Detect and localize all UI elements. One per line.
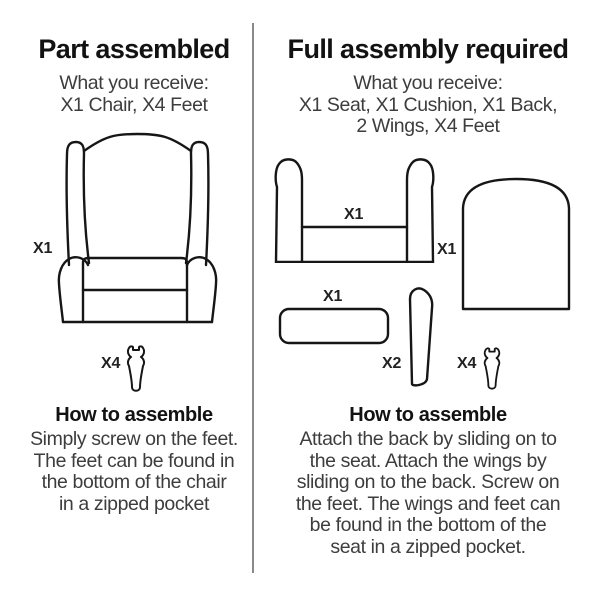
instruction-line: in a zipped pocket: [59, 492, 209, 515]
instruction-line: the bottom of the chair: [41, 471, 227, 494]
foot-icon: [482, 344, 502, 392]
instruction-line: Simply screw on the feet.: [30, 428, 238, 450]
right-receive-block: [255, 73, 601, 138]
right-receive-line: What you receive:: [353, 72, 503, 94]
left-receive-block: [6, 73, 262, 116]
cushion-qty-label: X1: [323, 288, 343, 305]
instruction-line: seat in a zipped pocket.: [330, 535, 526, 558]
right-feet-qty-label: X4: [457, 355, 477, 372]
right-how-title: How to assemble: [349, 404, 507, 426]
back-drawing-icon: [461, 176, 571, 311]
back-qty-label: X1: [437, 241, 457, 258]
right-receive-line: X1 Seat, X1 Cushion, X1 Back,: [298, 93, 558, 116]
left-how-title: How to assemble: [55, 404, 213, 426]
wing-drawing-icon: [408, 285, 435, 388]
instruction-line: Attach the back by sliding on to: [299, 428, 557, 450]
left-receive-line: X1 Chair, X4 Feet: [60, 93, 208, 116]
instruction-line: sliding on to the back. Screw on: [296, 471, 560, 494]
left-how-text: [6, 429, 262, 515]
left-panel-title: Part assembled: [38, 34, 230, 64]
left-feet-qty-label: X4: [101, 355, 121, 372]
left-receive-line: What you receive:: [59, 72, 209, 94]
right-receive-line: 2 Wings, X4 Feet: [356, 115, 500, 138]
right-panel-title: Full assembly required: [287, 34, 569, 64]
instruction-line: the feet. The wings and feet can: [295, 492, 561, 515]
right-how-text: [255, 429, 601, 559]
chair-qty-label: X1: [33, 240, 53, 257]
instruction-line: The feet can be found in: [33, 449, 235, 472]
foot-icon: [125, 342, 147, 394]
chair-drawing-icon: [55, 132, 220, 325]
instruction-line: be found in the bottom of the: [309, 514, 547, 537]
cushion-drawing-icon: [278, 307, 390, 345]
instruction-line: the seat. Attach the wings by: [309, 449, 547, 472]
wings-qty-label: X2: [382, 355, 402, 372]
seat-qty-label: X1: [344, 206, 364, 223]
